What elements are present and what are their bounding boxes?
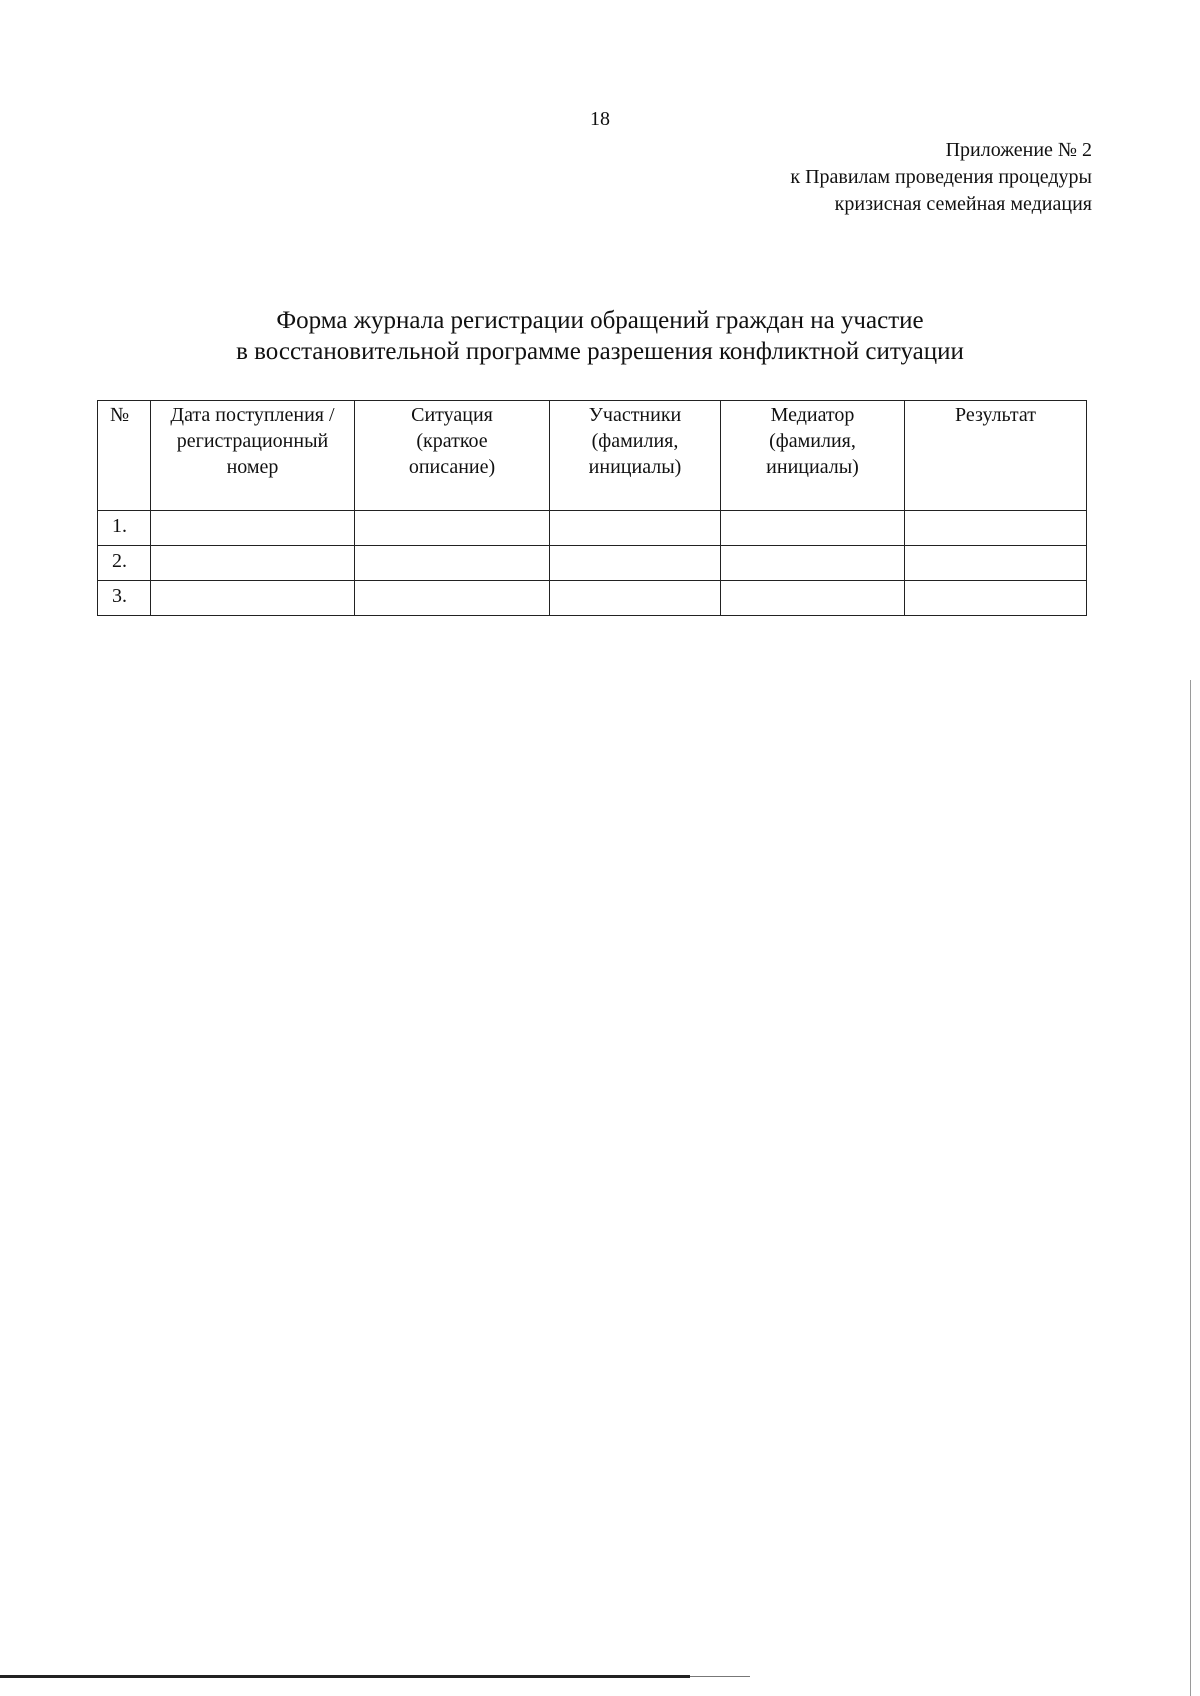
participants-cell: [550, 546, 721, 581]
participants-cell: [550, 581, 721, 616]
header-number-label: №: [110, 404, 130, 426]
header-participants-line-2: (фамилия,: [591, 430, 679, 452]
header-result-label: Результат: [954, 404, 1036, 426]
row-number-cell: 2.: [98, 546, 151, 581]
header-date: [151, 401, 355, 511]
result-cell: [905, 546, 1087, 581]
appendix-line-2: к Правилам проведения процедуры: [790, 166, 1092, 188]
form-title: [0, 305, 1200, 367]
registration-journal-table: [97, 400, 1087, 616]
appendix-line-3: кризисная семейная медиация: [834, 193, 1092, 215]
header-mediator-line-2: (фамилия,: [769, 430, 856, 452]
header-date-line-2: регистрационный: [176, 430, 329, 452]
participants-cell: [550, 511, 721, 546]
header-participants: [550, 401, 721, 511]
header-situation-line-3: описание): [408, 456, 496, 478]
situation-cell: [355, 546, 550, 581]
scan-edge-line: [1190, 680, 1191, 1696]
page-number: 18: [590, 108, 610, 130]
situation-cell: [355, 511, 550, 546]
header-participants-line-1: Участники: [588, 404, 682, 426]
row-number-cell: 1.: [98, 511, 151, 546]
header-date-line-1: Дата поступления /: [170, 404, 335, 426]
header-mediator-line-3: инициалы): [766, 456, 859, 478]
result-cell: [905, 581, 1087, 616]
table-header-row: [98, 401, 1087, 511]
header-mediator-line-1: Медиатор: [770, 404, 855, 426]
header-number: [98, 401, 151, 511]
table-row: [98, 581, 1087, 616]
header-situation-line-1: Ситуация: [411, 404, 493, 426]
form-title-line-2: в восстановительной программе разрешения конфликтной ситуации: [236, 338, 964, 365]
date-cell: [151, 581, 355, 616]
header-situation-line-2: (краткое: [416, 430, 488, 452]
situation-cell: [355, 581, 550, 616]
date-cell: [151, 546, 355, 581]
form-title-line-1: Форма журнала регистрации обращений граждан на участие: [276, 307, 924, 334]
row-number-cell: 3.: [98, 581, 151, 616]
header-situation: [355, 401, 550, 511]
mediator-cell: [721, 511, 905, 546]
appendix-line-1: Приложение № 2: [945, 139, 1092, 161]
date-cell: [151, 511, 355, 546]
table-row: [98, 511, 1087, 546]
mediator-cell: [721, 581, 905, 616]
header-mediator: [721, 401, 905, 511]
table-row: [98, 546, 1087, 581]
header-participants-line-3: инициалы): [588, 456, 682, 478]
scan-bottom-rule: [0, 1675, 690, 1678]
mediator-cell: [721, 546, 905, 581]
header-result: [905, 401, 1087, 511]
result-cell: [905, 511, 1087, 546]
scan-bottom-rule-faint: [690, 1676, 750, 1677]
appendix-header: [790, 137, 1092, 218]
header-date-line-3: номер: [226, 456, 279, 478]
